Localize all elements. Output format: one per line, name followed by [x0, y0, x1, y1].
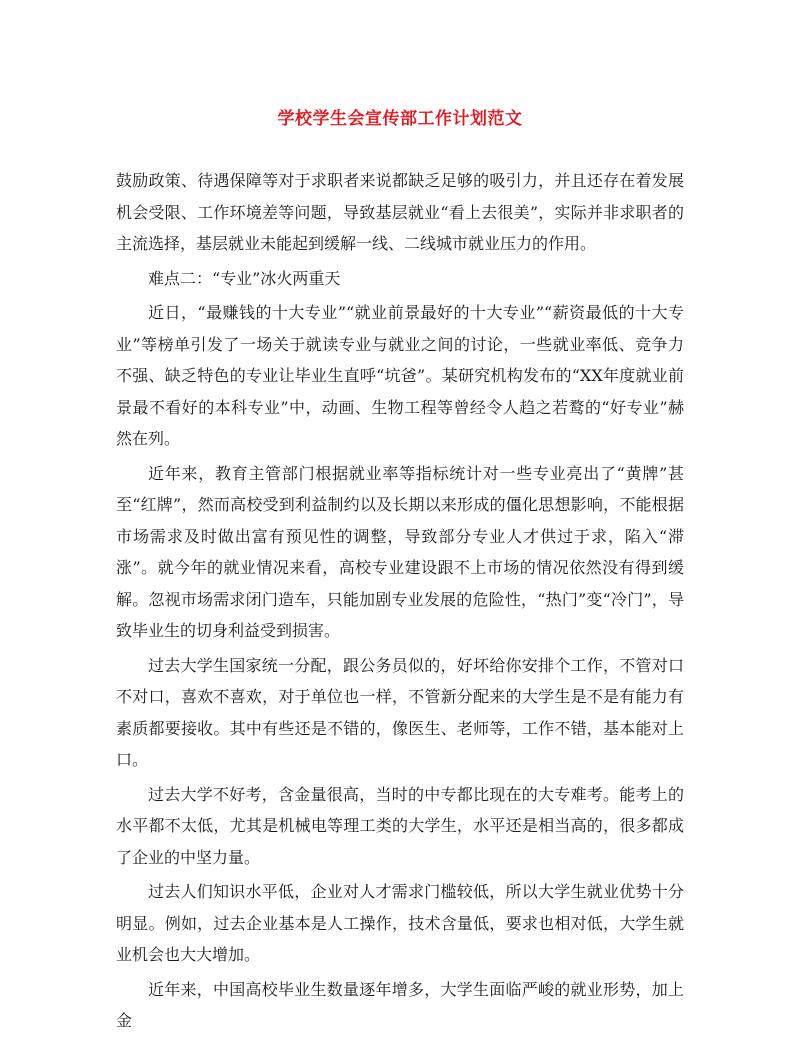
paragraph-1: 鼓励政策、待遇保障等对于求职者来说都缺乏足够的吸引力，并且还存在着发展机会受限、工作环境差等问题，导致基层就业“看上去很美”，实际并非求职者的主流选择，基层就业未能起到缓解一线、二线城市就业压力的作用。 [116, 171, 684, 253]
document-body [116, 165, 684, 1040]
paragraph-6: 过去大学不好考，含金量很高，当时的中专都比现在的大专难考。能考上的水平都不太低，尤其是机械电等理工类的大学生，水平还是相当高的，很多都成了企业的中坚力量。 [116, 784, 684, 867]
paragraph-4: 近年来，教育主管部门根据就业率等指标统计对一些专业亮出了“黄牌”甚至“红牌”，然而高校受到利益制约以及长期以来形成的僵化思想影响，不能根据市场需求及时做出富有预见性的调整，导致部分专业人才供过于求，陷入“滞涨”。就今年的就业情况来看，高校专业建设跟不上市场的情况依然没有得到缓解。忽视市场需求闭门造车，只能加剧专业发展的危险性，“热门”变“冷门”，导致毕业生的切身利益受到损害。 [116, 463, 684, 640]
paragraph-8: 近年来，中国高校毕业生数量逐年增多，大学生面临严峻的就业形势，加上金 [116, 979, 684, 1030]
paragraph-7: 过去人们知识水平低，企业对人才需求门槛较低，所以大学生就业优势十分明显。例如，过去企业基本是人工操作，技术含量低，要求也相对低，大学生就业机会也大大增加。 [116, 882, 684, 964]
paragraph-2-heading: 难点二：“专业”冰火两重天 [148, 268, 341, 288]
paragraph-3: 近日，“最赚钱的十大专业”“就业前景最好的十大专业”“薪资最低的十大专业”等榜单引发了一场关于就读专业与就业之间的讨论，一些就业率低、竞争力不强、缺乏特色的专业让毕业生直呼“坑爸”。某研究机构发布的“XX年度就业前景最不看好的本科专业”中，动画、生物工程等曾经令人趋之若鹜的“好专业”赫然在列。 [116, 303, 684, 448]
document-title: 学校学生会宣传部工作计划范文 [277, 109, 523, 129]
paragraph-5: 过去大学生国家统一分配，跟公务员似的，好坏给你安排个工作，不管对口不对口，喜欢不喜欢，对于单位也一样，不管新分配来的大学生是不是有能力有素质都要接收。其中有些还是不错的，像医生、老师等，工作不错，基本能对上口。 [116, 655, 684, 769]
